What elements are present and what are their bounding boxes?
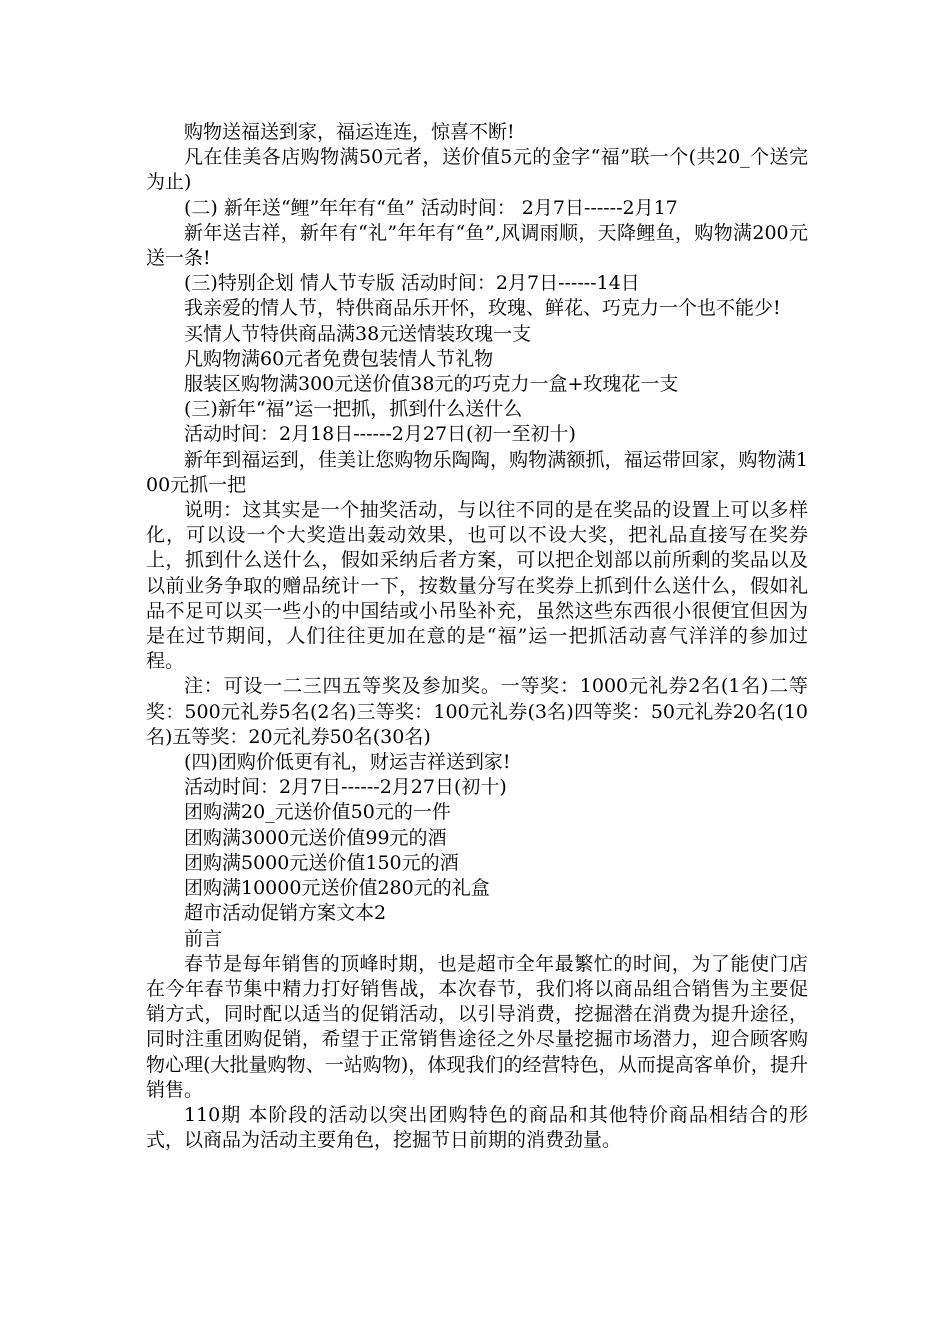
paragraph: 团购满3000元送价值99元的酒: [184, 826, 447, 849]
paragraph: 说明：这其实是一个抽奖活动，与以往不同的是在奖品的设置上可以多样化，可以设一个大奖造出轰动效果，也可以不设大奖，把礼品直接写在奖券上，抓到什么送什么，假如采纳后者方案，可以把企划部以前所剩的奖品以及以前业务争取的赠品统计一下，按数量分写在奖券上抓到什么送什么，假如礼品不足可以买一些小的中国结或小吊坠补充，虽然这些东西很小很便宜但因为是在过节期间，人们往往更加在意的是“福”运一把抓活动喜气洋洋的参加过程。: [146, 499, 808, 673]
paragraph: (三)新年“福”运一把抓，抓到什么送什么: [184, 398, 523, 421]
paragraph: 凡购物满60元者免费包装情人节礼物: [184, 347, 494, 370]
paragraph: 新年送吉祥，新年有“礼”年年有“鱼”,风调雨顺，天降鲤鱼，购物满200元送一条!: [146, 221, 808, 270]
paragraph: (三)特别企划 情人节专版 活动时间：2月7日------14日: [184, 272, 640, 295]
paragraph: 春节是每年销售的顶峰时期，也是超市全年最繁忙的时间，为了能使门店在今年春节集中精力打好销售战，本次春节，我们将以商品组合销售为主要促销方式，同时配以适当的促销活动，以引导消费，挖掘潜在消费为提升途径，同时注重团购促销，希望于正常销售途径之外尽量挖掘市场潜力，迎合顾客购物心理(大批量购物、一站购物)，体现我们的经营特色，从而提高客单价，提升销售。: [146, 952, 808, 1101]
paragraph: 超市活动促销方案文本2: [184, 902, 387, 925]
paragraph: 我亲爱的情人节，特供商品乐开怀，玫瑰、鲜花、巧克力一个也不能少!: [184, 297, 781, 320]
paragraph: 买情人节特供商品满38元送情装玫瑰一支: [184, 322, 532, 345]
paragraph: 团购满5000元送价值150元的酒: [184, 851, 459, 874]
paragraph: 活动时间：2月18日------2月27日(初一至初十): [184, 423, 576, 446]
paragraph: 110期 本阶段的活动以突出团购特色的商品和其他特价商品相结合的形式，以商品为活动主要角色，挖掘节日前期的消费劲量。: [146, 1103, 808, 1152]
paragraph: 注：可设一二三四五等奖及参加奖。一等奖：1000元礼券2名(1名)二等奖：500元礼券5名(2名)三等奖：100元礼券(3名)四等奖：50元礼券20名(10名)五等奖：20元礼券50名(30名): [146, 675, 808, 748]
paragraph: 凡在佳美各店购物满50元者，送价值5元的金字“福”联一个(共20_个送完为止): [146, 146, 808, 194]
paragraph: (二) 新年送“鲤”年年有“鱼” 活动时间： 2月7日------2月17: [184, 196, 678, 219]
paragraph: 团购满10000元送价值280元的礼盒: [184, 877, 490, 900]
paragraph: 服装区购物满300元送价值38元的巧克力一盒+玫瑰花一支: [184, 373, 679, 396]
paragraph: 购物送福送到家，福运连连，惊喜不断!: [184, 121, 515, 143]
paragraph: 前言: [184, 927, 223, 950]
paragraph: 活动时间：2月7日------2月27日(初十): [184, 776, 507, 799]
paragraph: (四)团购价低更有礼，财运吉祥送到家!: [184, 751, 511, 774]
paragraph: 新年到福运到，佳美让您购物乐陶陶，购物满额抓，福运带回家，购物满100元抓一把: [146, 448, 808, 496]
paragraph: 团购满20_元送价值50元的一件: [184, 801, 451, 824]
document-body: [146, 120, 808, 1153]
